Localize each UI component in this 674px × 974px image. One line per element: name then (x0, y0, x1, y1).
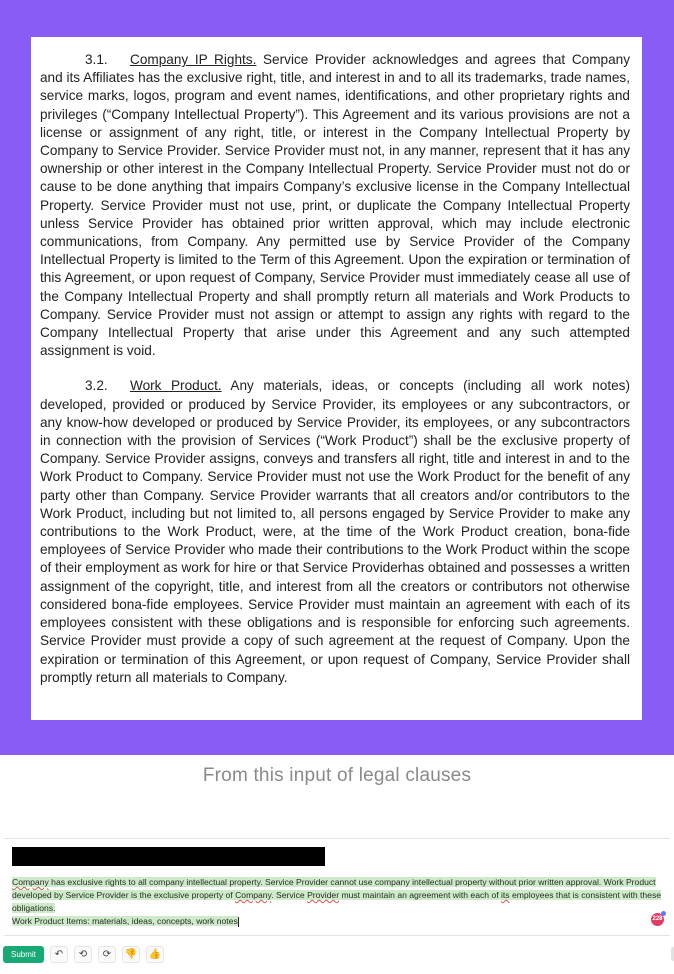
spell-flag: Provider (307, 890, 340, 900)
clause-body: Service Provider acknowledges and agrees that Company and its Affiliates has the exclusive right, title, and interest in and to all its trademarks, trade names, service marks, logos, program and event names, identifications, and other proprietary rights and privileges (“Company Intellectual Property”). This Agreement and its various provisions are not a license or assignment of any right, title, or interest in the Company Intellectual Property by Company to Service Provider. Service Provider must not, in any manner, represent that it has any ownership or other interest in the Company Intellectual Property. Service Provider must not do or cause to be done anything that impairs Company’s exclusive license in the Company Intellectual Property. Service Provider must not use, print, or duplicate the Company Intellectual Property unless Service Provider has obtained prior written approval, which may include electronic communications, from Company. Any permitted use by Service Provider of the Company Intellectual Property is limited to the Term of this Agreement. Upon the expiration or termination of this Agreement, or upon request of Company, Service Provider must immediately cease all use of the Company Intellectual Property and shall promptly return all materials and Work Products to Company. Service Provider must not assign or attempt to assign any rights with regard to the Company Intellectual Property that arise under this Agreement and any such attempted assignment is void. (40, 52, 630, 359)
history-icon[interactable]: ⟳ (98, 946, 116, 963)
submit-button[interactable]: Submit (3, 946, 44, 963)
regenerate-icon[interactable]: ⟲ (74, 946, 92, 963)
clause-ip-rights (40, 51, 630, 360)
clause-number: 3.1. (85, 52, 108, 67)
spell-flag: Company (12, 877, 49, 887)
redacted-bar (12, 847, 325, 866)
legal-document-image (31, 37, 642, 720)
caption: From this input of legal clauses (202, 765, 472, 786)
grammar-badge[interactable]: 228 (651, 913, 664, 926)
output-text-editor[interactable] (12, 876, 668, 928)
spell-flag: its (501, 890, 510, 900)
notification-dot (661, 911, 666, 916)
spell-flag: Company (235, 890, 272, 900)
thumbs-down-icon[interactable]: 👎 (122, 946, 140, 963)
text-cursor (238, 917, 239, 927)
undo-icon[interactable]: ↶ (50, 946, 68, 963)
action-toolbar (3, 945, 164, 963)
clause-number: 3.2. (85, 378, 108, 394)
clause-work-product (40, 377, 630, 686)
clause-body: Any materials, ideas, or concepts (including all work notes) developed, provided or produced by Service Provider, its employees or any subcontractors, or any know-how developed or produced by Service Provider, its employees, or any subcontractors in connection with the provision of Services (“Work Product”) shall be the exclusive property of Company. Service Provider assigns, conveys and transfers all right, title and interest in and to the Work Product to Company. Service Provider must not use the Work Product for the benefit of any party other than Company. Service Provider warrants that all creators and/or contributors to the Work Product, including but not limited to, all persons engaged by Service Provider to make any contributions to the Work Product, were, at the time of the Work Product creation, bona-fide employees of Service Provider who made their contributions to the Work Product within the scope of their employment as work for hire or that Service Providerhas obtained and possesses a written assignment of the copyright, title, and interest from all the creators or contributors not otherwise considered bona-fide employees. Service Provider must maintain an agreement with each of its employees consistent with these obligations and is responsible for enforcing such agreements. Service Provider must provide a copy of such agreement at the request of Company. Upon the expiration or termination of this Agreement, or upon request of Company, Service Provider shall promptly return all materials to Company. (40, 378, 630, 685)
thumbs-up-icon[interactable]: 👍 (146, 946, 164, 963)
output-items-line: Work Product Items: materials, ideas, concepts, work notes (12, 916, 238, 926)
output-panel (4, 838, 670, 936)
clause-heading: Company IP Rights. (130, 52, 257, 67)
clause-heading: Work Product. (130, 378, 222, 394)
output-summary: Company has exclusive rights to all company intellectual property. Service Provider cannot use company intellectual property without prior written approval. Work Product developed by Service Provider is the exclusive property of Company. Service Provider must maintain an agreement with each of its employees that is consistent with these obligations. (12, 877, 662, 913)
